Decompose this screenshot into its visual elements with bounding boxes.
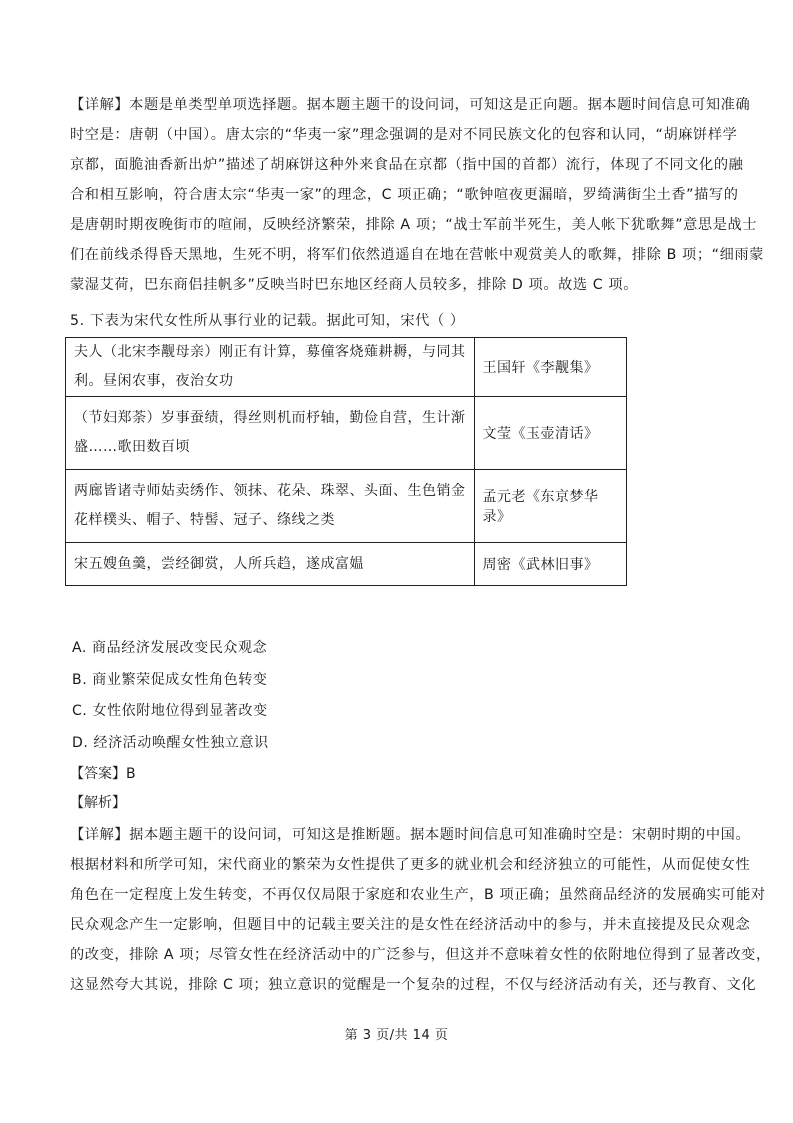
text-line: 角色在一定程度上发生转变，不再仅仅局限于家庭和农业生产，B 项正确；虽然商品经济的发展确实可能对	[70, 887, 766, 903]
option-c: C. 女性依附地位得到显著改变	[72, 703, 268, 719]
source-table	[65, 337, 627, 586]
table-cell-record	[66, 543, 475, 586]
cell-line: 夫人（北宋李觏母亲）刚正有计算，募僮客烧薙耕耨，与同其	[74, 344, 466, 360]
table-cell-source: 孟元老《东京梦华录》	[474, 470, 626, 543]
table-cell-source: 文莹《玉壶清话》	[474, 397, 626, 470]
option-d: D. 经济活动唤醒女性独立意识	[72, 735, 269, 751]
table-row	[66, 397, 627, 470]
text-line: 根据材料和所学可知，宋代商业的繁荣为女性提供了更多的就业机会和经济独立的可能性，从而促使女性	[70, 857, 751, 873]
analysis-label: 【解析】	[70, 795, 126, 811]
text-line: 时空是：唐朝（中国）。唐太宗的“华夷一家”理念强调的是对不同民族文化的包容和认同，“胡麻饼样学	[70, 127, 738, 143]
text-line: 京都，面脆油香新出炉”描述了胡麻饼这种外来食品在京都（指中国的首都）流行，体现了不同文化的融	[70, 157, 744, 173]
cell-line: 花样樸头、帽子、特髻、冠子、绦线之类	[74, 512, 335, 528]
text-line: 合和相互影响，符合唐太宗“华夷一家”的理念，C 项正确；“歌钟喧夜更漏暗，罗绮满街尘土香”描写的	[70, 187, 739, 203]
table-cell-record	[66, 397, 475, 470]
text-line: 是唐朝时期夜晚街市的喧闹，反映经济繁荣，排除 A 项；“战士军前半死生，美人帐下犹歌舞”意思是战士	[70, 217, 758, 233]
table-cell-record	[66, 338, 475, 397]
question-stem: 5. 下表为宋代女性所从事行业的记载。据此可知，宋代（ ）	[70, 313, 465, 329]
table-cell-source: 王国轩《李觏集》	[474, 338, 626, 397]
text-line: 们在前线杀得昏天黑地，生死不明，将军们依然逍遥自在地在营帐中观赏美人的歌舞，排除 B 项；“细雨蒙	[70, 247, 764, 263]
table-row	[66, 338, 627, 397]
table-row	[66, 543, 627, 586]
table-cell-record	[66, 470, 475, 543]
page-number: 第 3 页/共 14 页	[344, 1028, 449, 1043]
table-cell-source: 周密《武林旧事》	[474, 543, 626, 586]
answer-label: 【答案】B	[70, 766, 136, 782]
text-line: 民众观念产生一定影响，但题目中的记载主要关注的是女性在经济活动中的参与，并未直接提及民众观念	[70, 917, 751, 933]
text-line: 蒙湿艾荷，巴东商侣挂帆多”反映当时巴东地区经商人员较多，排除 D 项。故选 C 项。	[70, 277, 638, 293]
option-a: A. 商品经济发展改变民众观念	[72, 640, 268, 656]
cell-line: 利。昼闲农事，夜治女功	[74, 373, 234, 389]
text-line: 的改变，排除 A 项；尽管女性在经济活动中的广泛参与，但这并不意味着女性的依附地位得到了显著改变，	[70, 947, 771, 963]
cell-line: 盛……歌田数百顷	[74, 439, 190, 455]
text-line: 【详解】据本题主题干的设问词，可知这是推断题。据本题时间信息可知准确时空是：宋朝时期的中国。	[70, 827, 751, 843]
text-line: 这显然夸大其说，排除 C 项；独立意识的觉醒是一个复杂的过程，不仅与经济活动有关，还与教育、文化	[70, 977, 757, 993]
text-line: 【详解】本题是单类型单项选择题。据本题主题干的设问词，可知这是正向题。据本题时间信息可知准确	[70, 97, 751, 113]
cell-line: 宋五嫂鱼羹，尝经御赏，人所兵趋，遂成富媪	[74, 555, 364, 572]
cell-line: （节妇郑荼）岁事蚕绩，得丝则机而杼轴，勤俭自营，生计渐	[74, 410, 466, 426]
option-b: B. 商业繁荣促成女性角色转变	[72, 672, 268, 688]
table-row	[66, 470, 627, 543]
detail-paragraph-tang	[70, 90, 764, 300]
cell-line: 两廊皆诸寺师姑卖绣作、领抹、花朵、珠翠、头面、生色销金	[74, 483, 466, 499]
detail-paragraph-song	[70, 820, 771, 1000]
